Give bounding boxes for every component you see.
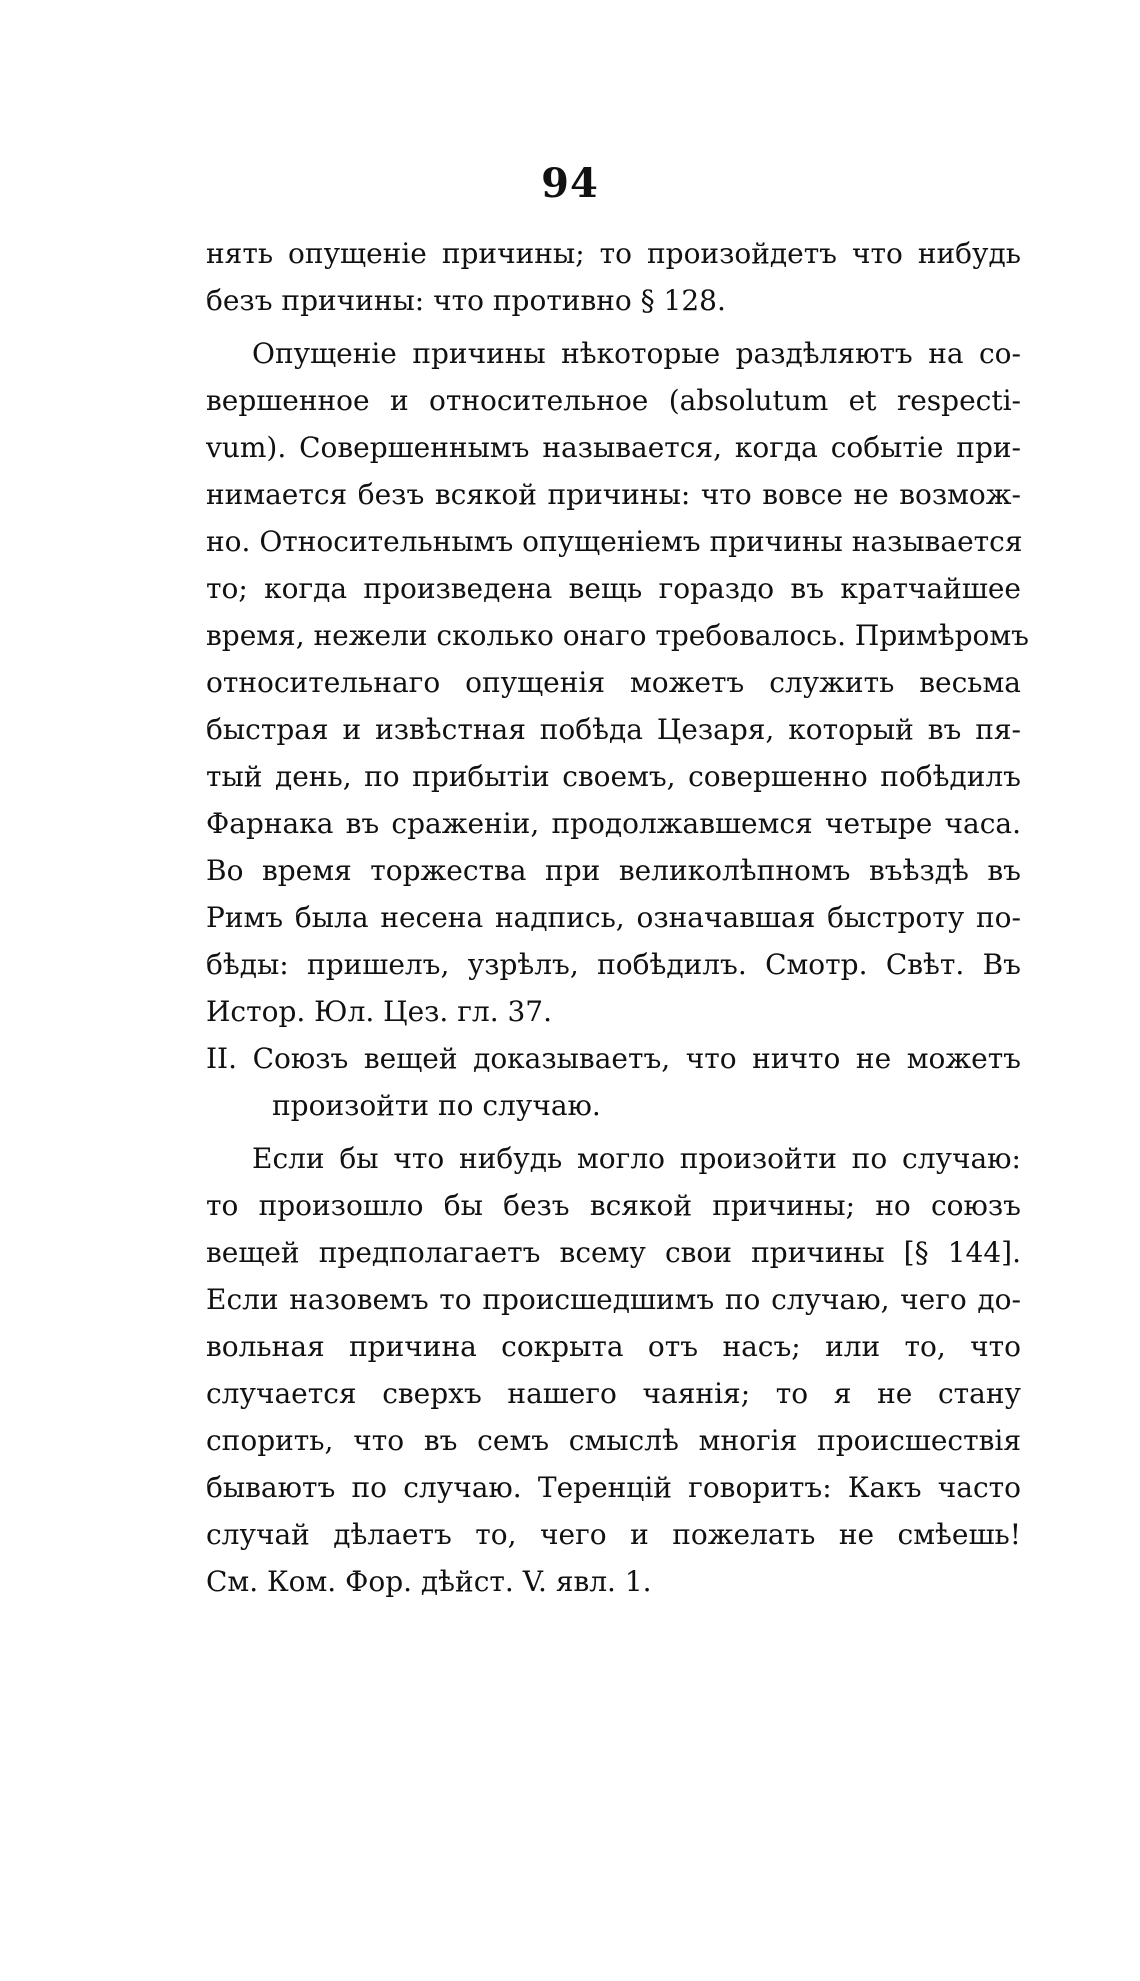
text-line: нять опущеніе причины; то произойдетъ что нибудь [206, 237, 1021, 270]
text-line: Если назовемъ то происшедшимъ по случаю, чего до- [206, 1283, 1021, 1316]
text-line: то произошло бы безъ всякой причины; но союзъ [206, 1189, 1021, 1222]
text-line: случай дѣлаетъ то, чего и пожелать не смѣешь! [206, 1518, 1021, 1551]
text-line: бываютъ по случаю. Теренцій говоритъ: Какъ часто [206, 1471, 1021, 1504]
text-line: вещей предполагаетъ всему свои причины [§ 144]. [206, 1236, 1021, 1269]
text-line: время, нежели сколько онаго требовалось. Примѣромъ [206, 619, 1029, 652]
text-line: Опущеніе причины нѣкоторые раздѣляютъ на со- [252, 337, 1021, 370]
text-line: случается сверхъ нашего чаянія; то я не стану [206, 1377, 1021, 1410]
text-line: спорить, что въ семъ смыслѣ многія происшествія [206, 1424, 1021, 1457]
text-line: нимается безъ всякой причины: что вовсе не возмож- [206, 478, 1021, 511]
text-line: бѣды: пришелъ, узрѣлъ, побѣдилъ. Смотр. Свѣт. Въ [206, 948, 1021, 981]
section-heading-line: II. Союзъ вещей доказываетъ, что ничто не можетъ [206, 1042, 1021, 1075]
text-line: Истор. Юл. Цез. гл. 37. [206, 995, 553, 1028]
text-line: то; когда произведена вещь гораздо въ кратчайшее [206, 572, 1021, 605]
text-line: вершенное и относительное (absolutum et respecti- [206, 384, 1021, 417]
text-line: См. Ком. Фор. дѣйст. V. явл. 1. [206, 1565, 652, 1598]
text-line: быстрая и извѣстная побѣда Цезаря, который въ пя- [206, 713, 1021, 746]
text-line: Во время торжества при великолѣпномъ въѣздѣ въ [206, 854, 1021, 887]
text-line: но. Относительнымъ опущеніемъ причины называется [206, 525, 1023, 558]
text-line: тый день, по прибытіи своемъ, совершенно побѣдилъ [206, 760, 1021, 793]
body-text [206, 230, 1029, 1605]
text-line: относительнаго опущенія можетъ служить весьма [206, 666, 1021, 699]
text-line: Если бы что нибудь могло произойти по случаю: [252, 1142, 1021, 1175]
text-line: Фарнака въ сраженіи, продолжавшемся четыре часа. [206, 807, 1021, 840]
section-heading-line: произойти по случаю. [272, 1089, 601, 1122]
text-line: вольная причина сокрыта отъ насъ; или то, что [206, 1330, 1021, 1363]
text-line: vum). Совершеннымъ называется, когда событіе при- [206, 431, 1021, 464]
text-line: безъ причины: что противно § 128. [206, 284, 726, 317]
text-line: Римъ была несена надпись, означавшая быстроту по- [206, 901, 1021, 934]
page-number: 94 [541, 160, 599, 207]
